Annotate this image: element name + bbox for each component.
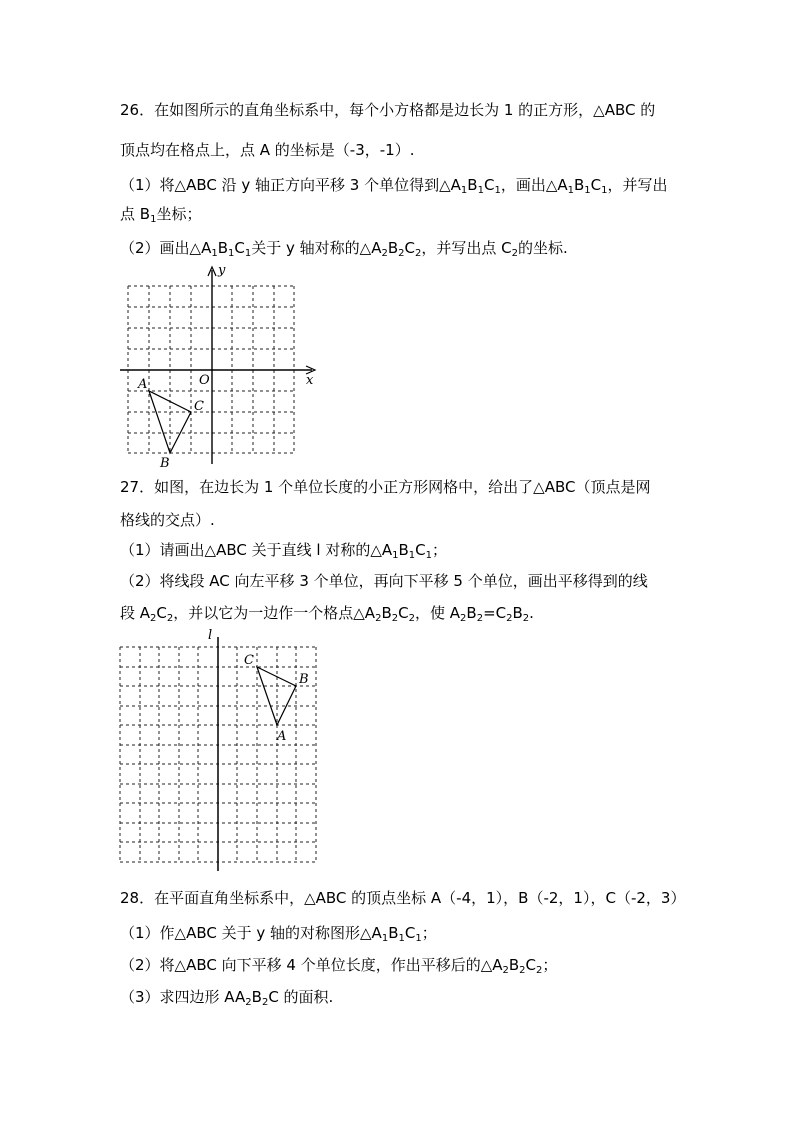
q28-line-1: 28．在平面直角坐标系中，△ABC 的顶点坐标 A（-4，1），B（-2，1），C（-2，3）	[120, 889, 686, 907]
q27-part-2-cont: 段 $A_2C_2$，并以它为一边作一个格点$\triangle A_2B_2C_2$，使 $A_2B_2=C_2B_2$.	[120, 604, 534, 624]
q26-line-2: 顶点均在格点上，点 A 的坐标是（-3，-1）.	[120, 141, 415, 159]
q26-line-1: 26．在如图所示的直角坐标系中，每个小方格都是边长为 1 的正方形，△ABC 的	[120, 101, 656, 119]
q27-grid-figure	[115, 625, 325, 871]
point-b-label: B	[160, 456, 170, 470]
y-axis-label: y	[218, 263, 226, 278]
q28-part-2: （2）将△ABC 向下平移 4 个单位长度，作出平移后的$\triangle A_2B_2C_2$；	[120, 956, 558, 976]
q26-part-1: （1）将△ABC 沿 y 轴正方向平移 3 个单位得到$\triangle A_1B_1C_1$，画出$\triangle A_1B_1C_1$，并写出	[120, 176, 668, 196]
q28-part-1: （1）作△ABC 关于 y 轴的对称图形$\triangle A_1B_1C_1$；	[120, 924, 437, 944]
x-axis-label: x	[306, 373, 314, 388]
point-a-label: A	[277, 729, 287, 744]
point-c-label: C	[194, 399, 204, 414]
origin-label: O	[199, 373, 210, 388]
q28-part-3: （3）求四边形 $AA_2B_2C$ 的面积.	[120, 988, 334, 1008]
q27-part-1: （1）请画出△ABC 关于直线 l 对称的$\triangle A_1B_1C_1$；	[120, 541, 448, 561]
point-a-label: A	[138, 377, 148, 392]
q27-line-2: 格线的交点）.	[120, 511, 215, 529]
point-c-label: C	[244, 653, 254, 668]
q26-part-2: （2）画出$\triangle A_1B_1C_1$关于 y 轴对称的$\triangle A_2B_2C_2$，并写出点 $C_2$的坐标.	[120, 239, 568, 259]
q26-coordinate-figure	[120, 258, 330, 470]
q27-part-2: （2）将线段 AC 向左平移 3 个单位，再向下平移 5 个单位，画出平移得到的线	[120, 572, 648, 590]
q26-part-1-cont: 点 $B_1$坐标；	[120, 205, 202, 225]
q27-line-1: 27．如图，在边长为 1 个单位长度的小正方形网格中，给出了△ABC（顶点是网	[120, 478, 651, 496]
point-b-label: B	[299, 672, 309, 687]
line-l-label: l	[208, 628, 213, 643]
